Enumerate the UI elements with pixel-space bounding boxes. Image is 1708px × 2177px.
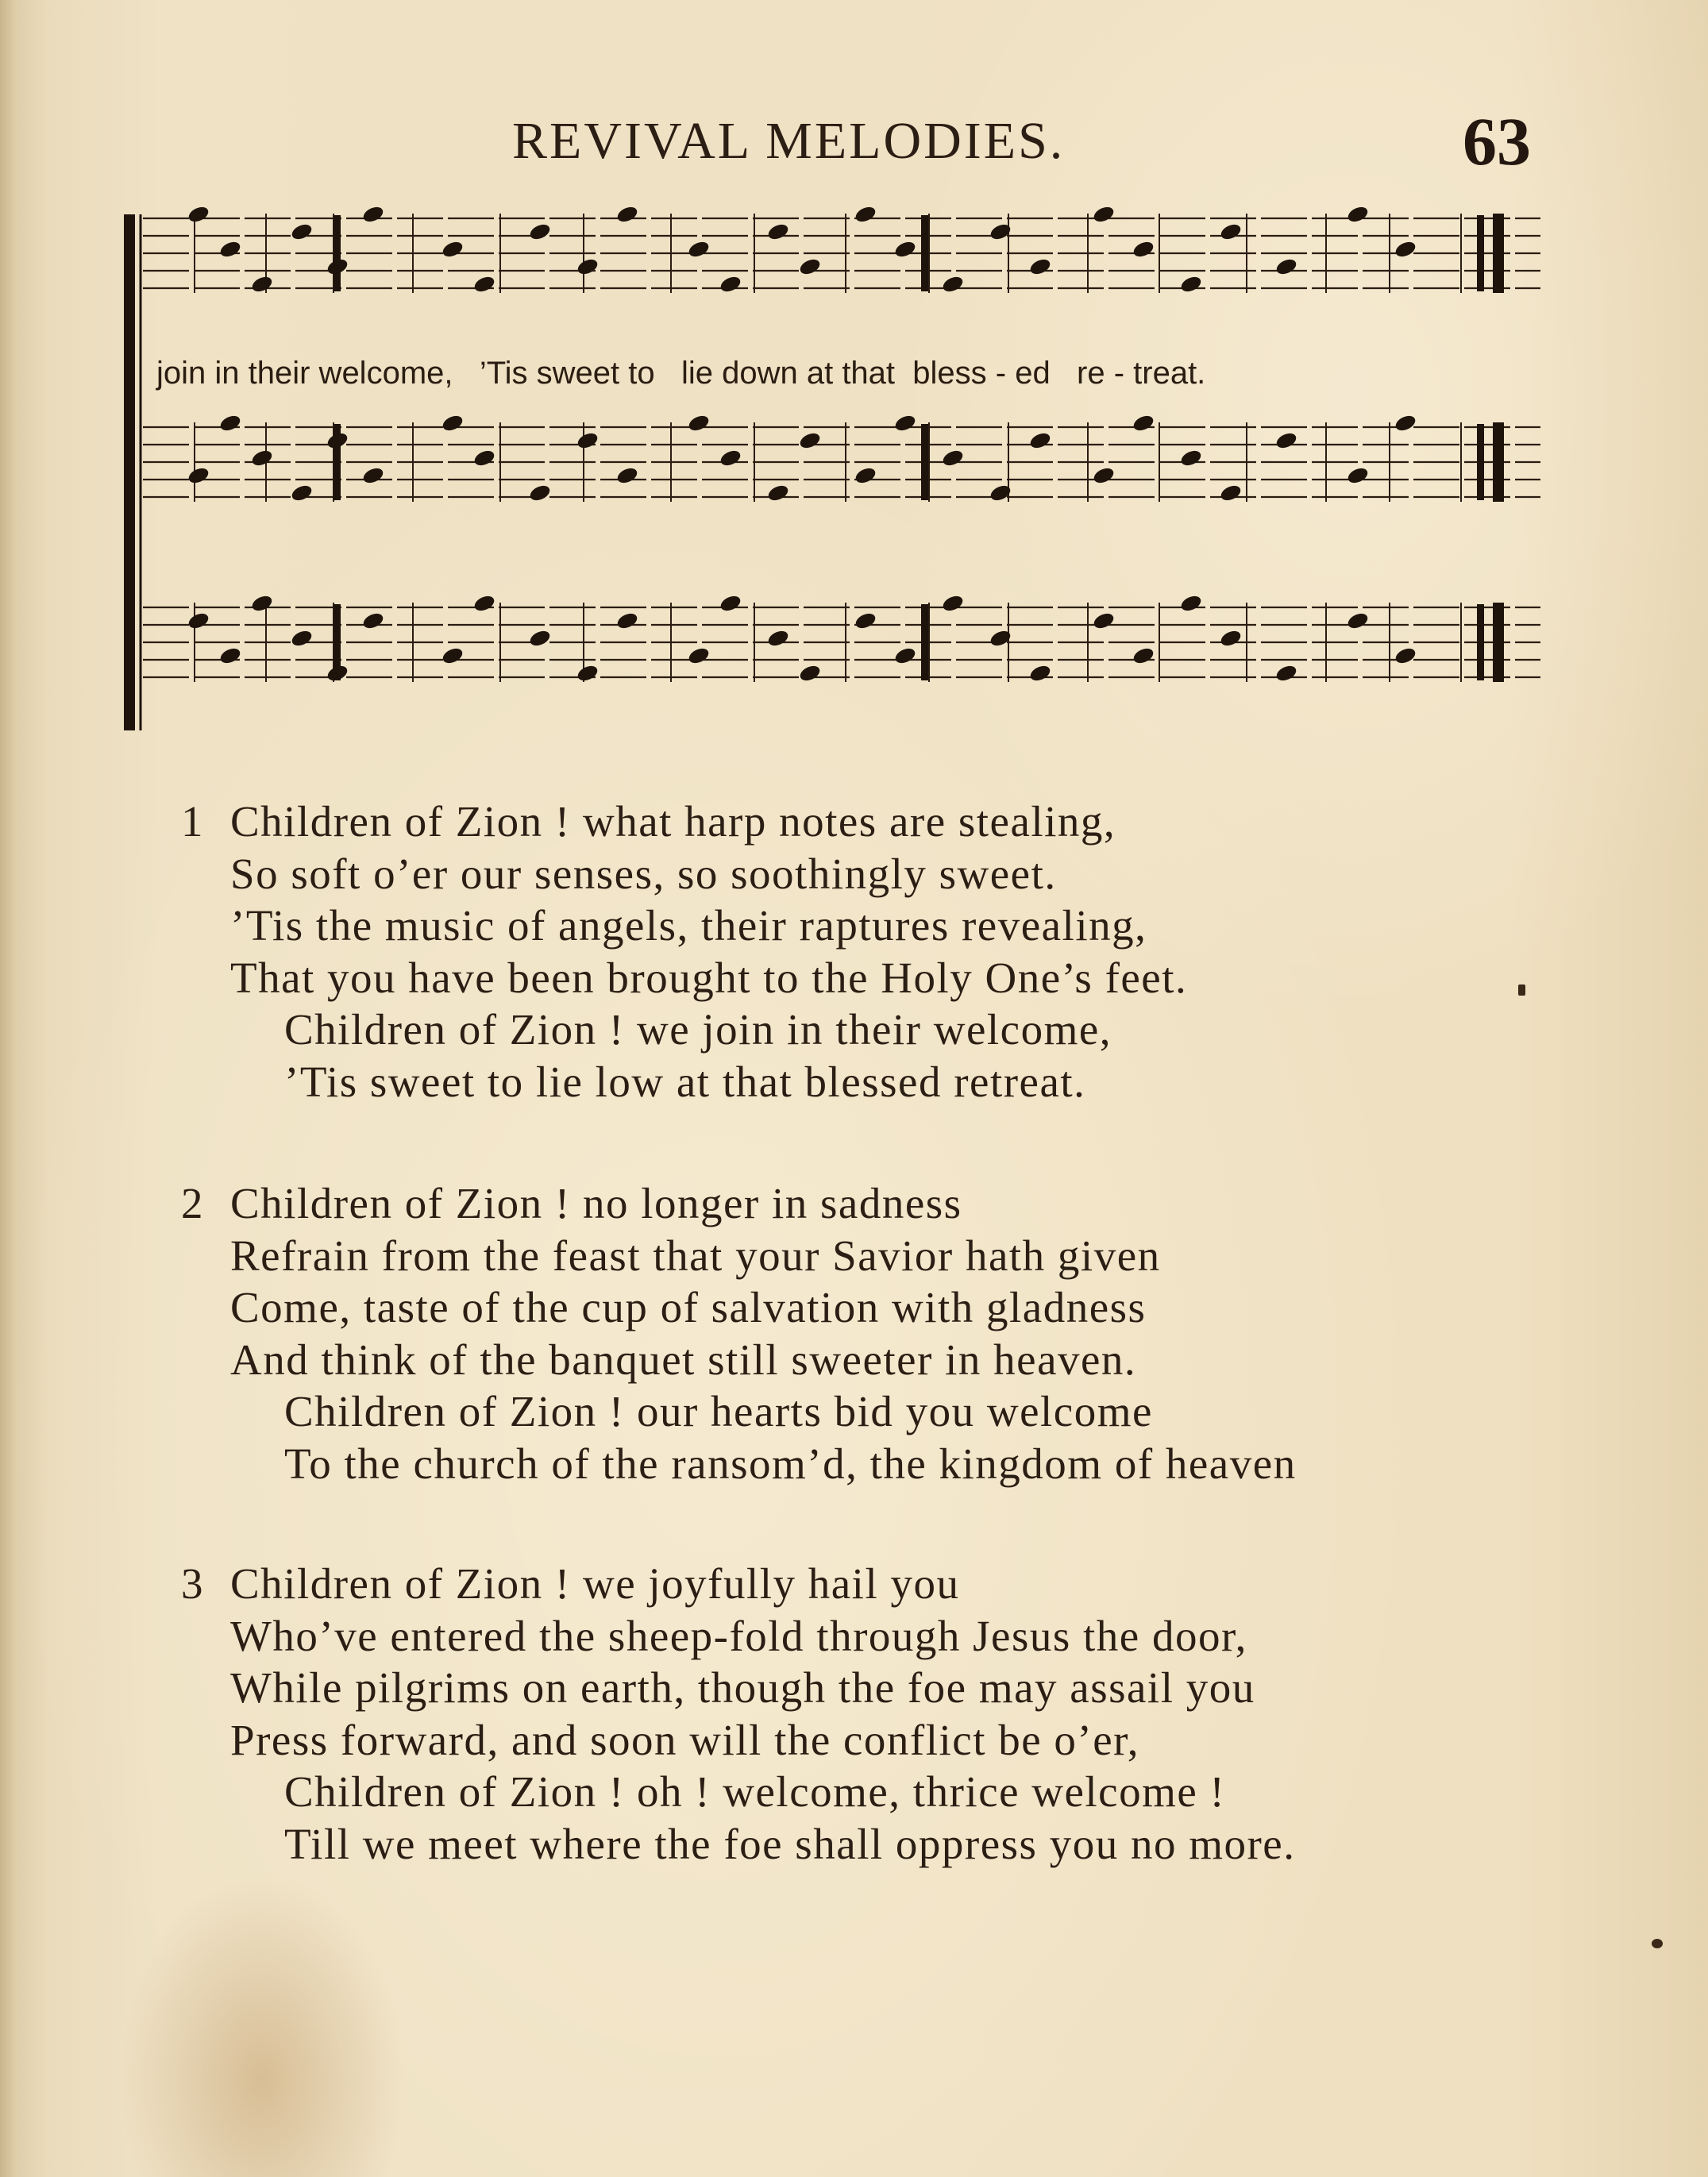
book-page: REVIVAL MELODIES. 63 join in their welcome, ’Tis sweet to lie down at that bless - ed re - treat. 1 Children of Zion ! what harp notes are stealing, So soft o’er our senses, so soothingly sweet. ’Tis the music of angels, their raptures revealing, That you have been brought to the Holy One’s feet. Children of Zion ! we join in their welcome, ’Tis sweet to lie low at that blessed retreat. 2 Children of Zion ! no longer in sadness Refrain from the feast that your Savior hath given Come, taste of the cup of salvation with gladness And think of the banquet still sweeter in heaven. Children of Zion ! our hearts bid you welcome To the church of the ransom’d, the kingdom of heaven 3 Children of Zion ! we joyfully hail you Who’ve entered the sheep-fold through Jesus the door, While pilgrims on earth, though the foe may assail you Press forward, and soon will the conflict be o’er, Children of Zion ! oh ! welcome, thrice welcome ! Till we meet where the foe shall oppress you no more. xyxy=(0,0,1708,2177)
music-score xyxy=(119,202,1548,738)
page-spine-edge xyxy=(0,0,17,2177)
ink-speck xyxy=(1518,984,1525,996)
score-lyrics: join in their welcome, ’Tis sweet to lie down at that bless - ed re - treat. xyxy=(156,356,1206,391)
verse-number: 2 xyxy=(181,1179,204,1227)
verse-number: 1 xyxy=(181,797,204,846)
page-number: 63 xyxy=(1463,103,1531,179)
ink-speck xyxy=(1652,1939,1663,1948)
system-bracket xyxy=(124,214,135,730)
running-head: REVIVAL MELODIES. xyxy=(512,112,1066,170)
verse-number: 3 xyxy=(181,1559,204,1608)
